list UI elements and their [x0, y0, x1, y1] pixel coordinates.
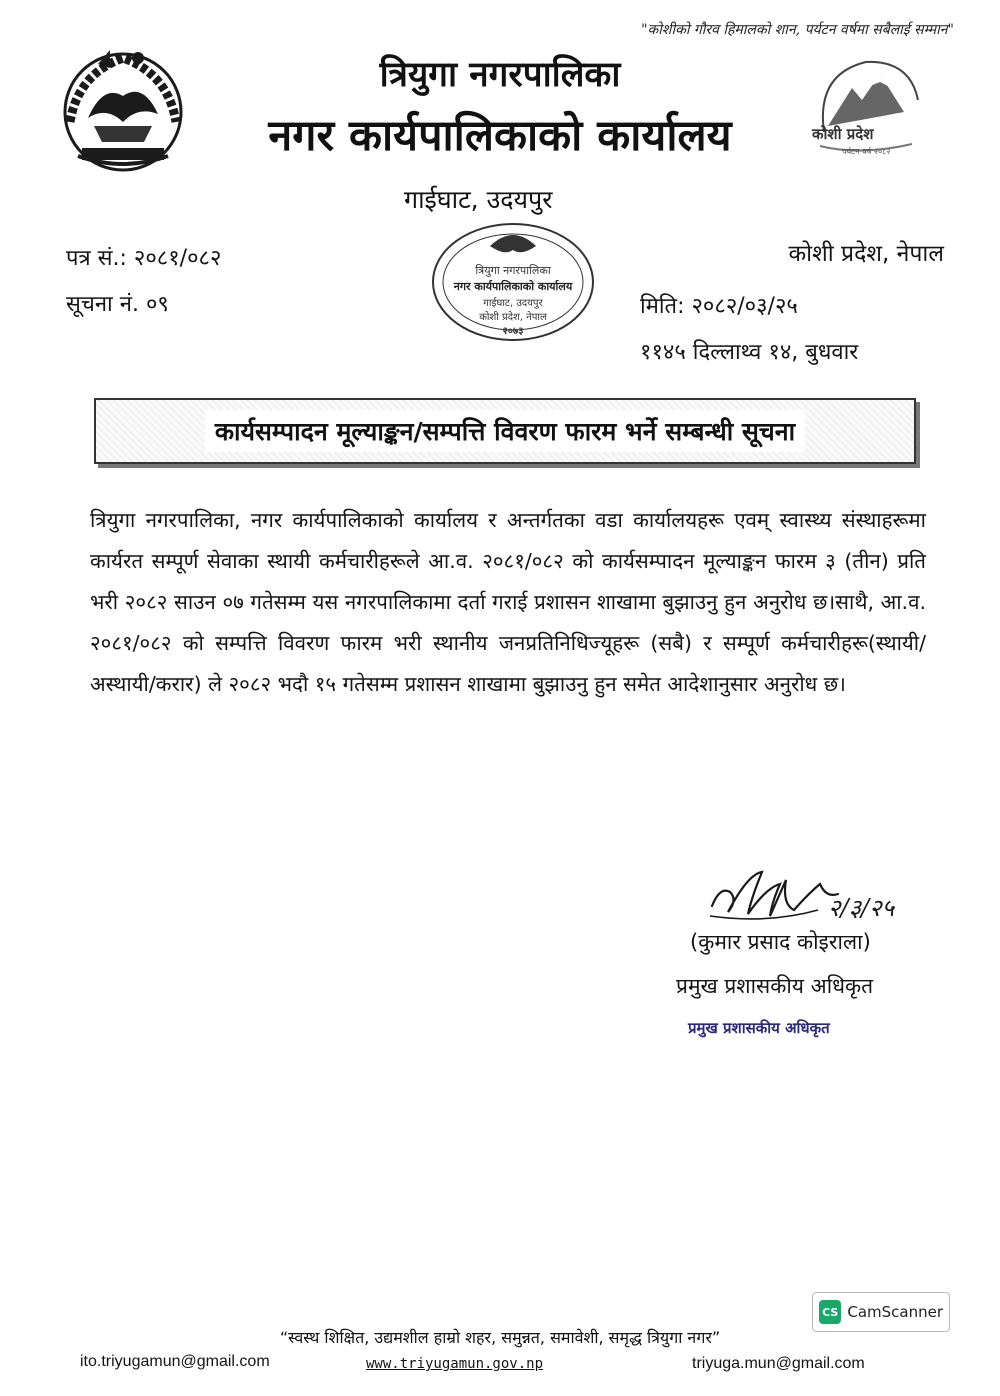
footer-email-office[interactable]: triyuga.mun@gmail.com — [692, 1355, 865, 1372]
office-stamp — [418, 214, 608, 364]
koshi-logo-text: कोशी प्रदेश — [812, 125, 874, 143]
footer-website-link[interactable]: www.triyugamun.gov.np — [366, 1356, 544, 1372]
signatory-stamp: प्रमुख प्रशासकीय अधिकृत — [688, 1019, 830, 1037]
stamp-line-5: २०७३ — [502, 326, 524, 337]
stamp-line-3: गाईघाट, उदयपुर — [483, 298, 543, 309]
notice-number: सूचना नं. ०९ — [66, 292, 169, 317]
office-name: नगर कार्यपालिकाको कार्यालय — [268, 111, 732, 161]
date-bs: मिति: २०८२/०३/२५ — [640, 294, 798, 319]
signature-date: २/३/२५ — [828, 894, 895, 922]
top-tagline: "कोशीको गौरव हिमालको शान, पर्यटन वर्षमा सबैलाई सम्मान" — [641, 22, 954, 38]
signatory-title: प्रमुख प्रशासकीय अधिकृत — [676, 974, 874, 998]
bottom-tagline: “स्वस्थ शिक्षित, उद्यमशील हाम्रो शहर, समुन्नत, समावेशी, समृद्ध त्रियुगा नगर” — [279, 1328, 721, 1347]
koshi-logo-subtext: पर्यटन वर्ष २०८२ — [842, 147, 891, 156]
office-location: गाईघाट, उदयपुर — [404, 185, 553, 214]
province-label: कोशी प्रदेश, नेपाल — [788, 241, 944, 267]
date-block — [640, 284, 858, 376]
notice-title-box — [94, 398, 916, 464]
signatory-name: (कुमार प्रसाद कोइराला) — [690, 930, 871, 954]
stamp-line-1: त्रियुगा नगरपालिका — [475, 264, 551, 277]
reference-block — [66, 236, 221, 328]
camscanner-label: CamScanner — [847, 1303, 943, 1321]
date-nepal-sambat: ११४५ दिल्लाथ्व १४, बुधवार — [640, 340, 859, 365]
letter-number: पत्र सं.: २०८१/०८२ — [66, 246, 222, 271]
stamp-line-4: कोशी प्रदेश, नेपाल — [479, 312, 547, 323]
footer-email-it[interactable]: ito.triyugamun@gmail.com — [80, 1353, 270, 1370]
notice-title: कार्यसम्पादन मूल्याङ्कन/सम्पत्ति विवरण फारम भर्ने सम्बन्धी सूचना — [205, 410, 805, 452]
notice-body: त्रियुगा नगरपालिका, नगर कार्यपालिकाको कार्यालय र अन्तर्गतका वडा कार्यालयहरू एवम् स्वास्थ्य संस्थाहरूमा कार्यरत सम्पूर्ण सेवाका स्थायी कर्मचारीहरूले आ.व. २०८१/०८२ को कार्यसम्पादन मूल्याङ्कन फारम ३ (तीन) प्रति भरी २०८२ साउन ०७ गतेसम्म यस नगरपालिकामा दर्ता गराई प्रशासन शाखामा बुझाउनु हुन अनुरोध छ।साथै, आ.व. २०८१/०८२ को सम्पत्ति विवरण फारम भरी स्थानीय जनप्रतिनिधिज्यूहरू (सबै) र सम्पूर्ण कर्मचारीहरू(स्थायी/अस्थायी/करार) ले २०८२ भदौ १५ गतेसम्म प्रशासन शाखामा बुझाउनु हुन समेत आदेशानुसार अनुरोध छ। — [90, 508, 926, 696]
municipality-name: त्रियुगा नगरपालिका — [379, 55, 621, 95]
camscanner-logo-icon: CS — [819, 1300, 841, 1324]
stamp-emblem-icon — [490, 235, 536, 252]
stamp-line-2: नगर कार्यपालिकाको कार्यालय — [453, 280, 573, 293]
